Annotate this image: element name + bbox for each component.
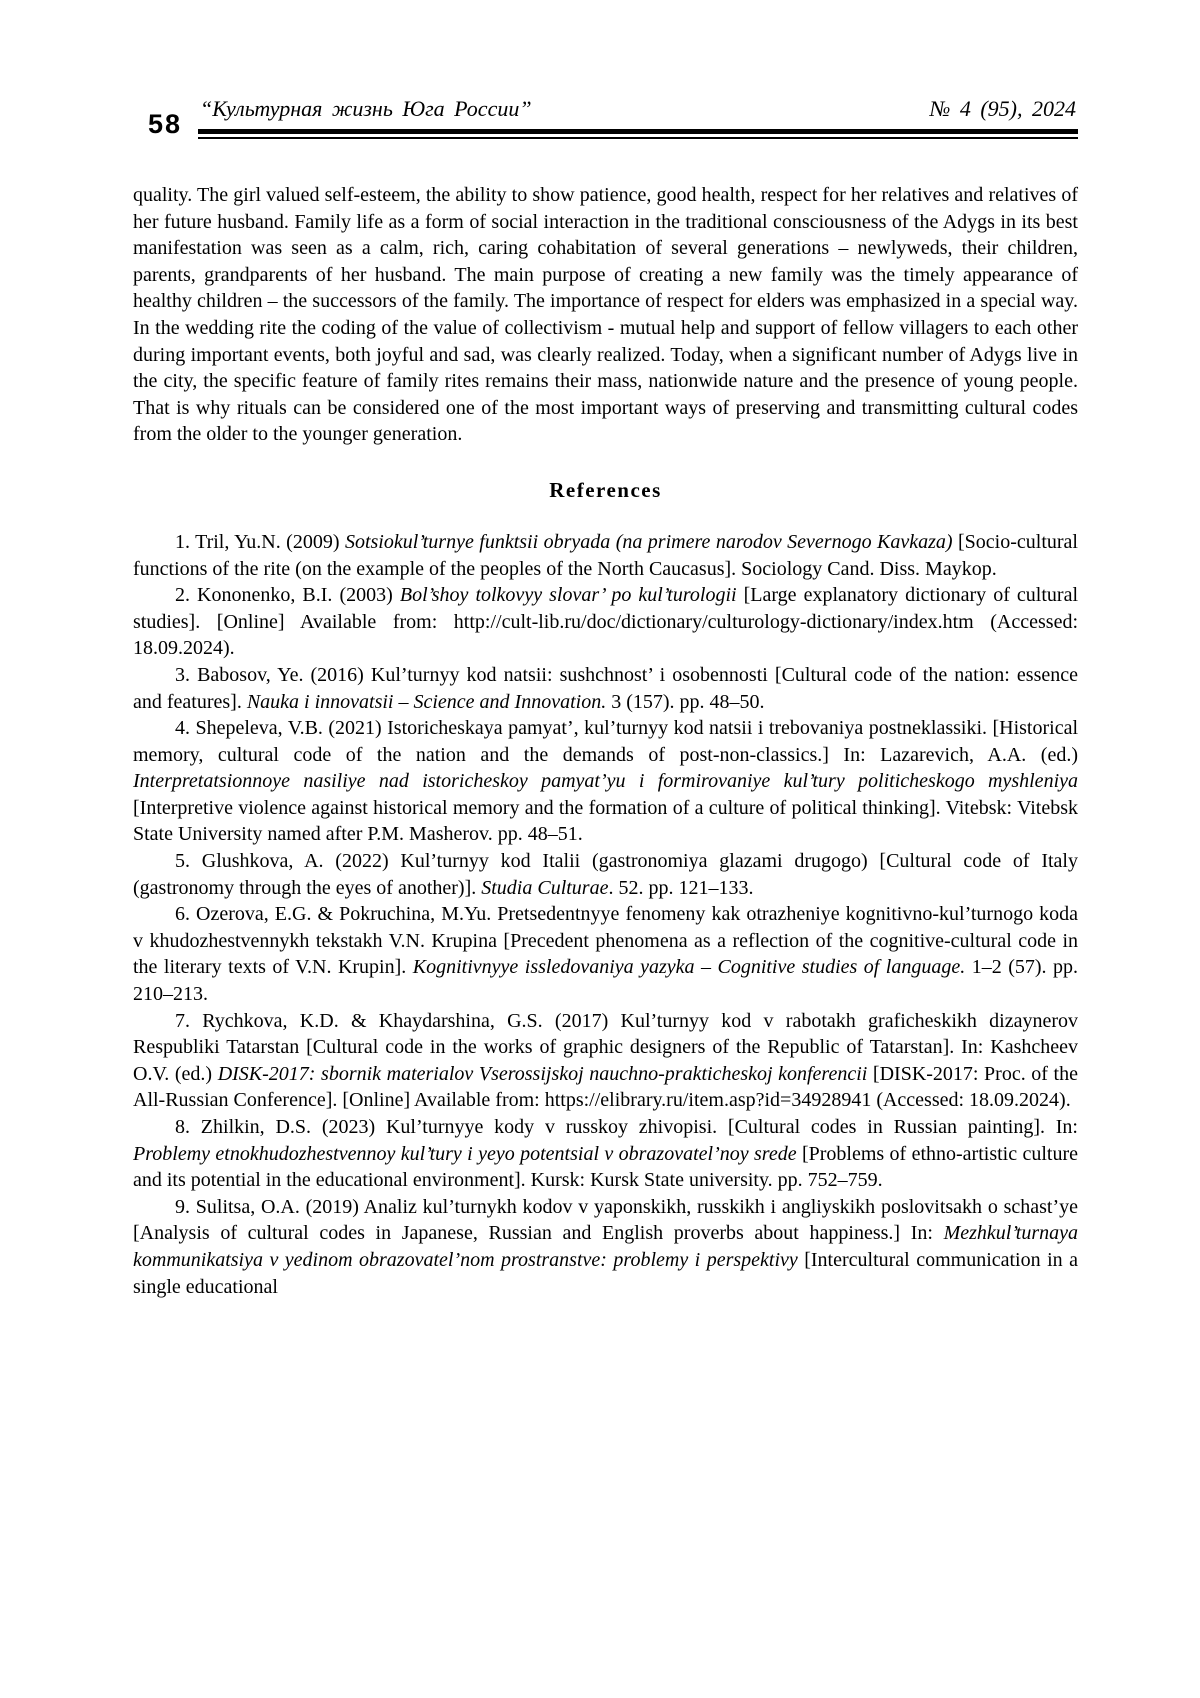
reference-item: 1. Tril, Yu.N. (2009) Sotsiokul’turnye funktsii obryada (na primere narodov Severnogo Kavkaza) [Socio-cultural functions of the rite (on the example of the peoples of the North Caucasus]. Sociology Cand. Diss. Maykop. — [133, 530, 1078, 580]
header-titles — [198, 96, 1078, 129]
reference-item: 5. Glushkova, A. (2022) Kul’turnyy kod Italii (gastronomiya glazami drugogo) [Cultural code of Italy (gastronomy through the eyes of another)]. Studia Culturae. 52. pp. 121–133. — [133, 850, 1078, 899]
page-number: 58 — [148, 109, 183, 140]
header-rule-thin — [198, 137, 1078, 139]
reference-item: 7. Rychkova, K.D. & Khaydarshina, G.S. (2017) Kul’turnyy kod v rabotakh graficheskikh dizaynerov Respubliki Tatarstan [Cultural code in the works of graphic designers of the Republic of Tatarstan]. In: Kashcheev O.V. (ed.) DISK-2017: sbornik materialov Vserossijskoj nauchno-prakticheskoj konferencii [DISK-2017: Proc. of the All-Russian Conference]. [Online] Available from: https://elibrary.ru/item.asp?id=34928941 (Accessed: 18.09.2024). — [133, 1009, 1078, 1112]
references-list — [133, 529, 1078, 1300]
reference-item: 9. Sulitsa, O.A. (2019) Analiz kul’turnykh kodov v yaponskikh, russkikh i angliyskikh poslovitsakh o schast’ye [Analysis of cultural codes in Japanese, Russian and English proverbs about happiness.] In: Mezhkul’turnaya kommunikatsiya v yedinom obrazovatel’nom prostranstve: problemy i perspektivy [Intercultural communication in a single educational — [133, 1195, 1078, 1298]
reference-item: 2. Kononenko, B.I. (2003) Bol’shoy tolkovyy slovar’ po kul’turologii [Large explanatory dictionary of cultural studies]. [Online] Available from: http://cult-lib.ru/doc/​dictionary/culturology-dictionary/index.htm (Accessed: 18.09.2024). — [133, 584, 1079, 660]
header-main — [198, 96, 1078, 139]
reference-item: 8. Zhilkin, D.S. (2023) Kul’turnyye kody v russkoy zhivopisi. [Cultural codes in Russian painting]. In: Problemy etnokhudozhestvennoy kul’tury i yeyo potentsial v obrazovatel’noy srede [Problems of ethno-artistic culture and its potential in the educational environment]. Kursk: Kursk State university. pp. 752–759. — [133, 1116, 1079, 1192]
header-rule-thick — [198, 129, 1078, 134]
page-body — [133, 182, 1078, 1300]
reference-item: 6. Ozerova, E.G. & Pokruchina, M.Yu. Pretsedentnyye fenomeny kak otrazheniye kognitivno-kul’turnogo koda v khudozhestvennykh tekstakh V.N. Krupina [Precedent phenomena as a reflection of the cognitive-cultural code in the literary texts of V.N. Krupin]. Kognitivnyye issledovaniya yazyka – Cognitive studies of language. 1–2 (57). pp. 210–213. — [133, 903, 1078, 1006]
issue-number: № 4 (95), 2024 — [929, 96, 1076, 121]
references-heading: References — [549, 477, 662, 502]
body-paragraph: quality. The girl valued self-esteem, the ability to show patience, good health, respect for her relatives and relatives of her future husband. Family life as a form of social interaction in the traditional consciousness of the Adygs in its best manifestation was seen as a calm, rich, caring cohabitation of several generations – newlyweds, their children, parents, grandparents of her husband. The main purpose of creating a new family was the timely appearance of healthy children – the successors of the family. The importance of respect for elders was emphasized in a special way. In the wedding rite the coding of the value of collectivism - mutual help and support of fellow villagers to each other during important events, both joyful and sad, was clearly realized. Today, when a significant number of Adygs live in the city, the specific feature of family rites remains their mass, nationwide nature and the presence of young people. That is why rituals can be considered one of the most important ways of preserving and transmitting cultural codes from the older to the younger generation. — [133, 184, 1078, 446]
journal-title: “Культурная жизнь Юга России” — [200, 96, 532, 121]
reference-item: 4. Shepeleva, V.B. (2021) Istoricheskaya pamyat’, kul’turnyy kod natsii i trebovaniya postneklassiki. [Historical memory, cultural code of the nation and the demands of post-non-classics.] In: Lazarevich, A.A. (ed.) Interpretatsionnoye nasiliye nad istoricheskoy pamyat’yu i formirovaniye kul’tury politicheskogo myshleniya [Interpretive violence against historical memory and the formation of a culture of political thinking]. Vitebsk: Vitebsk State University named after P.M. Masherov. pp. 48–51. — [133, 717, 1078, 846]
page-header — [148, 96, 1078, 139]
reference-item: 3. Babosov, Ye. (2016) Kul’turnyy kod natsii: sushchnost’ i osobennosti [Cultural code of the nation: essence and features]. Nauka i innovatsii – Science and Innovation. 3 (157). pp. 48–50. — [133, 663, 1078, 713]
